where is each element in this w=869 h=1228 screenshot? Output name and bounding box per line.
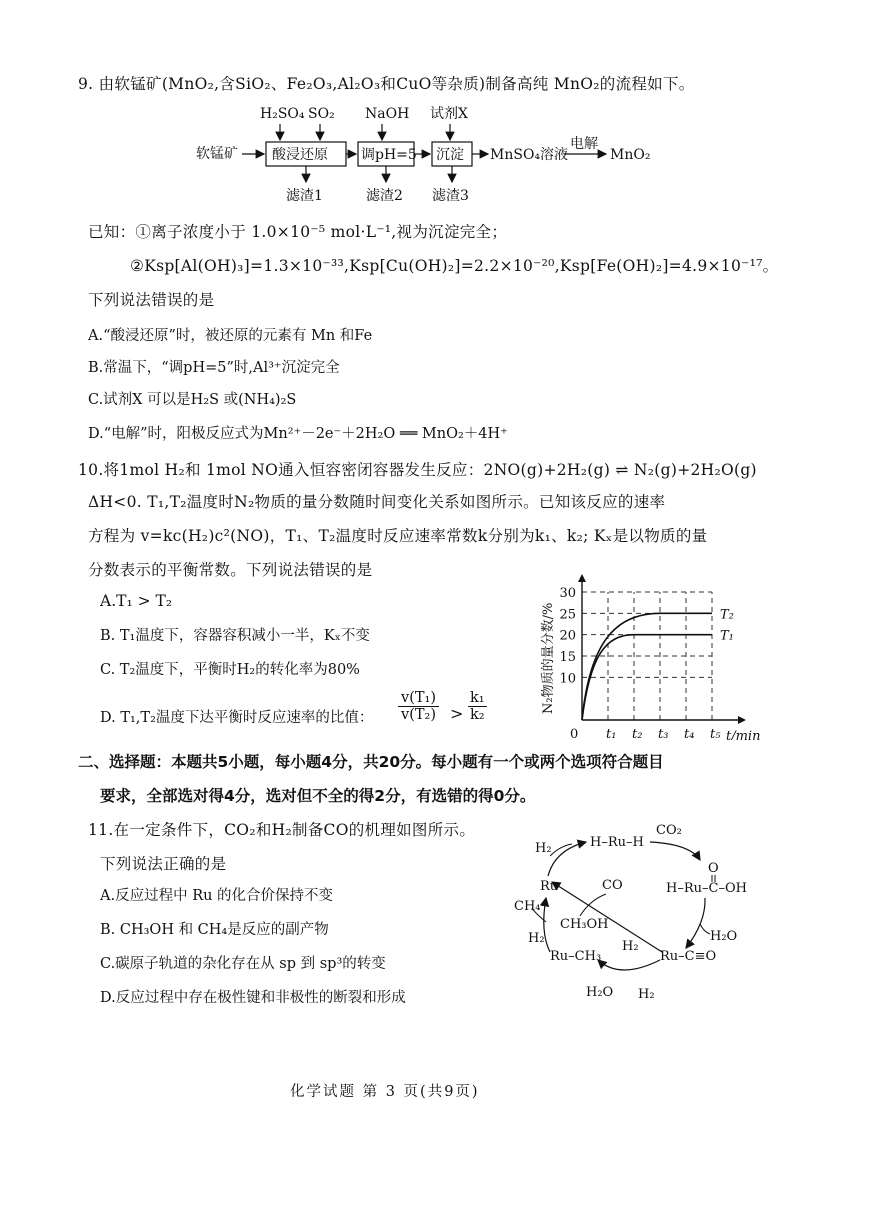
q10-option-a: A.T₁ > T₂	[100, 592, 173, 610]
arrow-hruh-to-cooh	[650, 842, 700, 860]
q11-stem: 11.在一定条件下，CO₂和H₂制备CO的机理如图所示。	[88, 821, 476, 839]
chart-series-line	[582, 613, 712, 720]
chart-labels	[540, 586, 760, 740]
flow-step2: 调pH=5	[361, 147, 417, 163]
q11-option-a: A.反应过程中 Ru 的化合价保持不变	[100, 888, 334, 904]
chart-ytick-label: 10	[559, 671, 576, 687]
mech-ruc: Ru–C≡O	[660, 949, 717, 964]
chart-origin-label: 0	[570, 727, 579, 740]
q9-known2: ②Ksp[Al(OH)₃]=1.3×10⁻³³,Ksp[Cu(OH)₂]=2.2×10⁻²⁰,Ksp[Fe(OH)₂]=4.9×10⁻¹⁷。	[130, 257, 779, 275]
flow-process: 电解	[570, 136, 598, 152]
q10-d-kden: k₂	[470, 707, 485, 723]
residue1: 滤渣1	[286, 188, 323, 204]
flow-step1: 酸浸还原	[272, 147, 328, 163]
arrow-ru-to-hruh	[548, 842, 586, 876]
q10-line2: ΔH<0. T₁,T₂温度时N₂物质的量分数随时间变化关系如图所示。已知该反应的速率	[88, 493, 666, 511]
flow-product1: MnSO₄溶液	[490, 147, 569, 163]
q10-option-d: D. T₁,T₂温度下达平衡时反应速率的比值：	[100, 710, 374, 726]
q9-option-b: B.常温下，“调pH=5”时,Al³⁺沉淀完全	[88, 360, 340, 376]
q10-line3: 方程为 v=kc(H₂)c²(NO)，T₁、T₂温度时反应速率常数k分别为k₁、k₂; Kₓ是以物质的量	[88, 527, 708, 545]
q11-option-d: D.反应过程中存在极性键和非极性的断裂和形成	[100, 990, 406, 1006]
q9-stem: 9. 由软锰矿(MnO₂,含SiO₂、Fe₂O₃,Al₂O₃和CuO等杂质)制备高纯 MnO₂的流程如下。	[78, 75, 695, 93]
chart-ytick-label: 30	[559, 586, 576, 601]
q9-flowchart	[190, 100, 690, 210]
mech-h2-left: H₂	[528, 931, 545, 946]
chart-xtick-label: t₁	[606, 727, 617, 740]
mech-ru: Ru	[540, 879, 559, 894]
q9-known1: 已知：①离子浓度小于 1.0×10⁻⁵ mol·L⁻¹,视为沉淀完全；	[88, 223, 508, 241]
residue2: 滤渣2	[366, 188, 403, 204]
mech-oxygen: O	[708, 861, 719, 876]
mech-ch4: CH₄	[514, 899, 541, 914]
q10-d-fraction-k	[468, 690, 487, 723]
chart-x-arrow	[738, 716, 746, 724]
mech-hruh: H–Ru–H	[590, 835, 644, 850]
chart-grid	[582, 592, 712, 720]
chart-ylabel: N₂物质的量分数/%	[541, 602, 556, 714]
section2-line1: 二、选择题：本题共5小题，每小题4分，共20分。每小题有一个或两个选项符合题目	[78, 753, 664, 771]
chart-y-arrow	[578, 574, 586, 582]
q9-option-d: D.“电解”时，阳极反应式为Mn²⁺－2e⁻＋2H₂O ══ MnO₂＋4H⁺	[88, 426, 508, 442]
reagent-h2so4: H₂SO₄	[260, 106, 305, 122]
q10-d-knum: k₁	[470, 690, 485, 706]
q11-option-c: C.碳原子轨道的杂化存在从 sp 到 sp³的转变	[100, 956, 386, 972]
q11-mechanism	[510, 812, 785, 1012]
q10-option-c: C. T₂温度下，平衡时H₂的转化率为80%	[100, 662, 360, 678]
reagent-x: 试剂X	[430, 106, 468, 122]
chart-ytick-label: 25	[559, 607, 576, 623]
mech-h2o-bottom: H₂O	[586, 985, 614, 1000]
residue3: 滤渣3	[432, 188, 469, 204]
mech-co: CO	[602, 878, 623, 893]
q10-line4: 分数表示的平衡常数。下列说法错误的是	[88, 561, 373, 579]
mech-co2: CO₂	[656, 823, 682, 838]
arrow-ruc-to-ruch3	[598, 960, 660, 970]
q9-option-a: A.“酸浸还原”时，被还原的元素有 Mn 和Fe	[88, 328, 373, 344]
chart-xtick-label: t₅	[710, 727, 721, 740]
reagent-naoh: NaOH	[365, 106, 410, 122]
q10-d-gt: >	[450, 704, 464, 723]
arrow-ruch3-to-ru	[544, 898, 550, 952]
mech-ruch3: Ru–CH₃	[550, 949, 602, 964]
chart-series-label: T₂	[720, 607, 734, 623]
chart-ytick-label: 15	[559, 650, 576, 665]
mech-h2-bottom: H₂	[638, 987, 655, 1002]
reagent-so2: SO₂	[308, 106, 335, 122]
chart-xtick-label: t₃	[658, 727, 669, 740]
mech-h2o-right: H₂O	[710, 929, 738, 944]
chart-xtick-label: t₄	[684, 727, 695, 740]
q10-d-denominator: v(T₂)	[401, 707, 436, 723]
q11-option-b: B. CH₃OH 和 CH₄是反应的副产物	[100, 922, 329, 938]
q10-line1: 10.将1mol H₂和 1mol NO通入恒容密闭容器发生反应：2NO(g)+2H₂(g) ⇌ N₂(g)+2H₂O(g)	[78, 461, 757, 479]
q9-ask: 下列说法错误的是	[88, 291, 215, 309]
q10-chart	[520, 565, 765, 740]
flow-start: 软锰矿	[196, 146, 238, 162]
chart-series	[582, 613, 712, 720]
chart-series-label: T₁	[720, 628, 734, 644]
mech-hrucooh: H–Ru–C–OH	[666, 881, 747, 896]
chart-xlabel: t/min	[726, 729, 761, 740]
mech-ch3oh: CH₃OH	[560, 917, 609, 932]
arrow-cooh-to-ruc	[686, 898, 705, 948]
chart-ytick-label: 20	[559, 628, 576, 644]
q10-d-fraction-v	[398, 690, 439, 723]
mech-h2-top: H₂	[535, 841, 552, 856]
q10-d-numerator: v(T₁)	[398, 690, 439, 707]
q9-option-c: C.试剂X 可以是H₂S 或(NH₄)₂S	[88, 392, 297, 408]
chart-xtick-label: t₂	[632, 727, 643, 740]
q10-option-b: B. T₁温度下，容器容积减小一半，Kₓ不变	[100, 628, 370, 644]
q11-ask: 下列说法正确的是	[100, 855, 227, 873]
section2-line2: 要求，全部选对得4分，选对但不全的得2分，有选错的得0分。	[100, 787, 536, 805]
flow-product2: MnO₂	[610, 147, 651, 163]
mech-h2-mid: H₂	[622, 939, 639, 954]
page-footer: 化学试题 第 3 页(共9页)	[290, 1084, 480, 1100]
flow-step3: 沉淀	[436, 147, 464, 163]
